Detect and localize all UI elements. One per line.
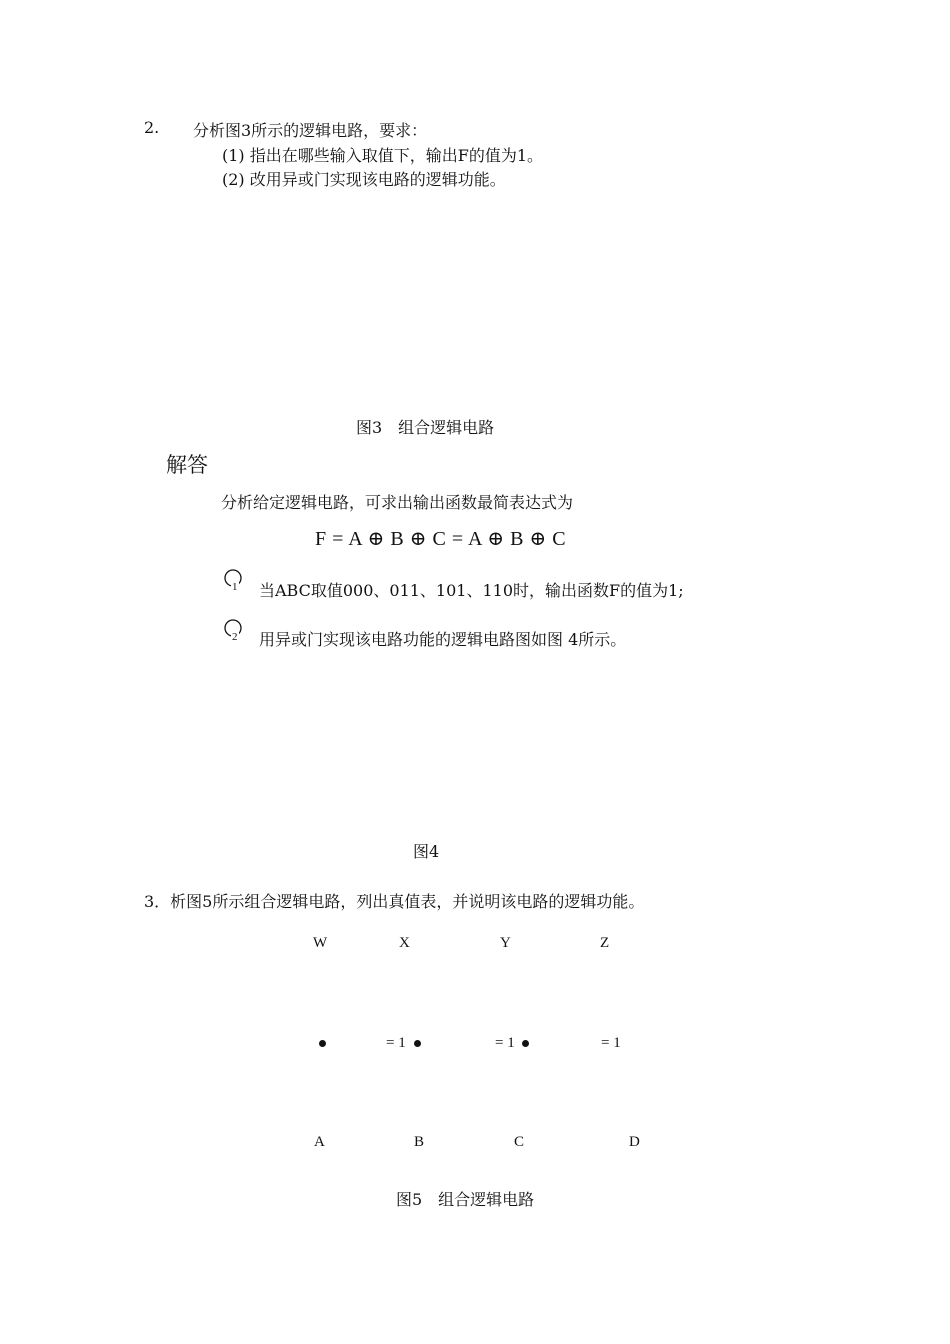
answer-intro: 分析给定逻辑电路，可求出输出函数最简表达式为: [221, 493, 574, 512]
question2-text: 分析图3所示的逻辑电路，要求：: [193, 121, 428, 140]
xor-gate-label-2: = 1: [495, 1035, 515, 1051]
xor-gate-label-1: = 1: [386, 1035, 406, 1051]
question3-text: 3．析图5所示组合逻辑电路，列出真值表，并说明该电路的逻辑功能。: [144, 892, 645, 911]
figure5-caption: 图5 组合逻辑电路: [396, 1190, 535, 1209]
input-label-d: D: [629, 1134, 640, 1150]
question2-sub2: (2) 改用异或门实现该电路的逻辑功能。: [222, 170, 506, 189]
output-label-z: Z: [600, 935, 610, 951]
answer-formula: F = A ⊕ B ⊕ C = A ⊕ B ⊕ C: [315, 528, 567, 550]
circled-number-two-icon: [222, 618, 246, 646]
answer-heading: 解答: [166, 453, 208, 477]
question2-number: 2.: [144, 118, 160, 137]
item1-marker: 1: [232, 581, 238, 593]
figure3-caption: 图3 组合逻辑电路: [356, 418, 495, 437]
circled-number-one-icon: [222, 568, 246, 596]
input-label-a: A: [314, 1134, 325, 1150]
xor-gate-label-3: = 1: [601, 1035, 621, 1051]
item2-marker: 2: [232, 631, 238, 643]
answer-item1-text: 当ABC取值000、011、101、110时，输出函数F的值为1;: [259, 581, 684, 600]
question2-sub1: (1) 指出在哪些输入取值下，输出F的值为1。: [222, 146, 544, 165]
input-label-b: B: [414, 1134, 425, 1150]
output-label-x: X: [399, 935, 410, 951]
answer-item2-text: 用异或门实现该电路功能的逻辑电路图如图 4所示。: [259, 630, 627, 649]
output-label-w: W: [313, 935, 328, 951]
figure4-caption: 图4: [413, 842, 440, 861]
junction-dot: [319, 1040, 326, 1047]
output-label-y: Y: [500, 935, 511, 951]
input-label-c: C: [514, 1134, 525, 1150]
junction-dot: [414, 1040, 421, 1047]
junction-dot: [522, 1040, 529, 1047]
